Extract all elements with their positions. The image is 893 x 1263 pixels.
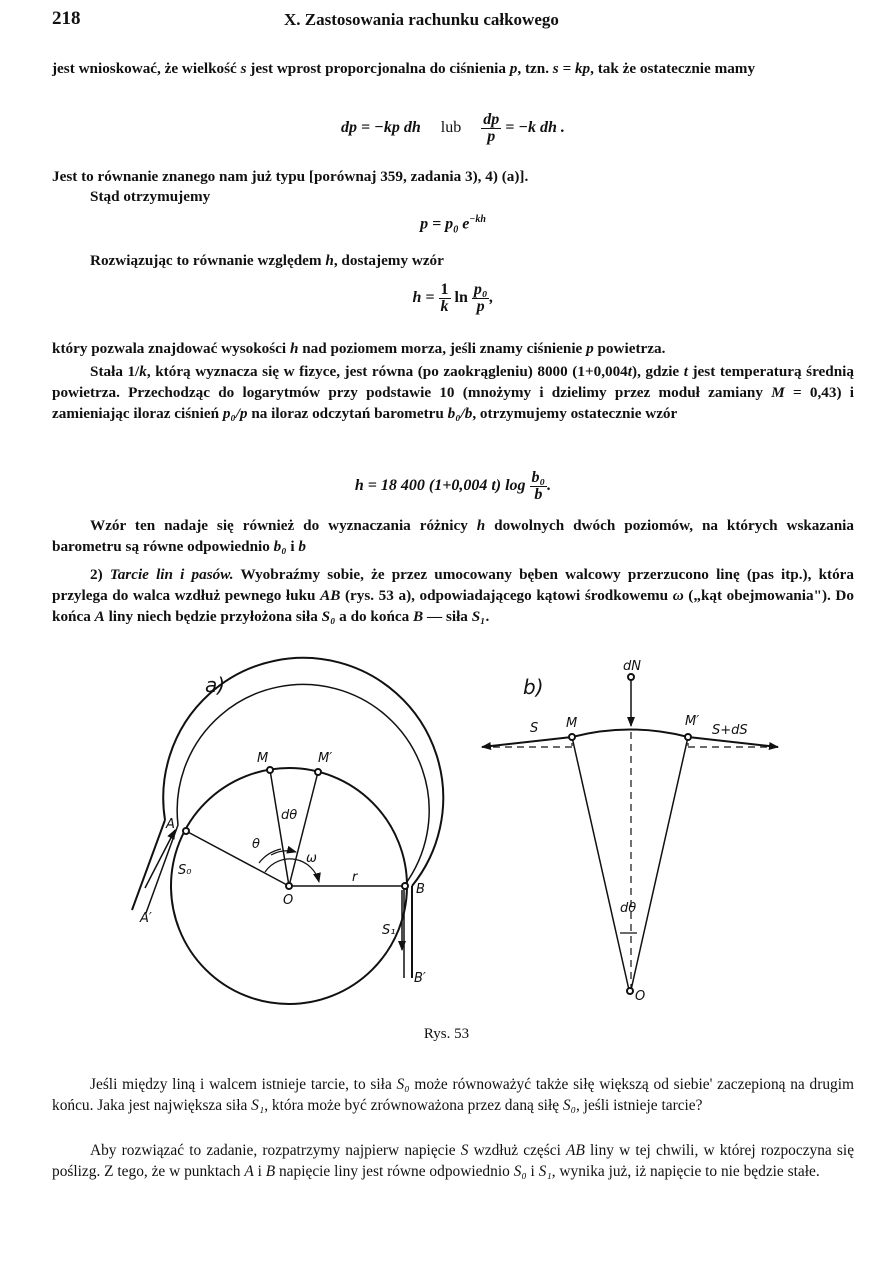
- figure-53: [0, 650, 893, 1020]
- rope-end-a-outer: [132, 820, 165, 910]
- paragraph-3: Stąd otrzymujemy: [90, 188, 211, 205]
- force-s-arrow: [482, 737, 572, 747]
- svg-text:r: r: [352, 870, 358, 885]
- paragraph-4: Rozwiązując to równanie względem h, dostajemy wzór: [90, 252, 444, 269]
- center-o-b: [627, 988, 633, 994]
- svg-text:S₀: S₀: [178, 863, 192, 878]
- force-sds-arrow: [688, 737, 778, 747]
- page-header: [52, 8, 852, 32]
- paragraph-1: jest wnioskować, że wielkość s jest wprost proporcjonalna do ciśnienia p, tzn. s = kp, tak że ostatecznie mamy: [52, 60, 756, 77]
- center-o: [286, 883, 292, 889]
- radius-omp-b: [631, 737, 688, 990]
- svg-text:B′: B′: [414, 971, 426, 986]
- svg-text:dθ: dθ: [281, 808, 298, 823]
- paragraph-6: Stała 1/k, którą wyznacza się w fizyce, jest równa (po zaokrągleniu) 8000 (1+0,004t), gdzie t jest temperaturą średnią powietrza. Przechodząc do logarytmów przy podstawie 10 (mnożymy i dzielimy przez moduł zamiany M = 0,43) i zamieniając iloraz ciśnień p₀/p na iloraz odczytań barometru b₀/b, otrzymujemy ostatecznie wzór: [52, 363, 854, 422]
- rope-element-arc: [572, 730, 688, 738]
- svg-text:S+dS: S+dS: [712, 723, 748, 738]
- radius-om: [270, 770, 289, 886]
- point-m-b: [569, 734, 575, 740]
- svg-text:M: M: [566, 716, 578, 731]
- point-mp: [315, 769, 321, 775]
- rope-inner: [177, 684, 429, 886]
- svg-text:A: A: [166, 817, 175, 832]
- svg-text:S: S: [530, 721, 539, 736]
- point-mp-b: [685, 734, 691, 740]
- panel-b: [482, 674, 778, 994]
- svg-text:O: O: [635, 989, 646, 1004]
- point-a: [183, 828, 189, 834]
- page-number: 218: [52, 8, 81, 29]
- svg-text:θ: θ: [252, 837, 260, 852]
- svg-text:dθ: dθ: [620, 901, 637, 916]
- point-m: [267, 767, 273, 773]
- point-b: [402, 883, 408, 889]
- svg-text:A′: A′: [140, 911, 152, 926]
- radius-oa: [186, 831, 289, 886]
- radius-om-b: [572, 737, 629, 990]
- svg-text:O: O: [283, 893, 294, 908]
- panel-a-label: a): [205, 673, 226, 697]
- svg-text:ω: ω: [306, 851, 317, 866]
- equation-4: h = 18 400 (1+0,004 t) log $\frac{\text{b₀}}{b}$ .: [354, 469, 552, 503]
- paragraph-9: Jeśli między liną i walcem istnieje tarcie, to siła S₀ może równoważyć także siłę większą od siebie' zaczepioną na drugim końcu. Jaka jest największa siła S₁, która może być zrównoważona przez daną siłę S₀, jeśli istnieje tarcie?: [52, 1076, 854, 1114]
- running-title: X. Zastosowania rachunku całkowego: [284, 10, 559, 29]
- equation-2: $p = p_0$ $e^{-kh}$: [420, 214, 486, 236]
- paragraph-5: który pozwala znajdować wysokości h nad poziomem morza, jeśli znamy ciśnienie p powietrza.: [52, 340, 666, 357]
- point-dn: [628, 674, 634, 680]
- paragraph-8: 2) Tarcie lin i pasów. Wyobraźmy sobie, że przez umocowany bęben walcowy przerzucono linę (pas itp.), która przylega do walca wzdłuż pewnego łuku AB (rys. 53 a), odpowiadającego kątowi środkowemu ω („kąt obejmowania"). Do końca A liny niech będzie przyłożona siła S₀ a do końca B — siła S₁.: [52, 566, 855, 625]
- panel-a-labels: [139, 751, 426, 986]
- paragraph-10: Aby rozwiązać to zadanie, rozpatrzymy najpierw napięcie S wzdłuż części AB liny w tej chwili, w której rozpoczyna się poślizg. Z tego, że w punktach A i B napięcie liny jest równe odpowiednio S₀ i S₁, wynika już, iż napięcie to nie będzie stałe.: [52, 1142, 855, 1180]
- radius-omp: [289, 772, 318, 886]
- figure-caption: Rys. 53: [423, 1026, 470, 1042]
- paragraph-7: Wzór ten nadaje się również do wyznaczania różnicy h dowolnych dwóch poziomów, na których wskazania barometru są równe odpowiednio b₀ i b: [52, 517, 854, 555]
- svg-text:M: M: [257, 751, 269, 766]
- paragraph-2: Jest to równanie znanego nam już typu [porównaj 359, zadania 3), 4) (a)].: [52, 168, 529, 185]
- svg-text:M′: M′: [685, 714, 700, 729]
- equation-3: h = $\frac{1}{k}$ ln $\frac{\text{p₀}}{p}$ ,: [412, 281, 494, 315]
- svg-text:M′: M′: [318, 751, 333, 766]
- svg-text:dN: dN: [623, 659, 641, 674]
- panel-a: [132, 658, 443, 1004]
- svg-text:S₁: S₁: [382, 923, 396, 938]
- fraction: $\frac{dp}{p}$: [483, 111, 500, 145]
- svg-text:B: B: [416, 882, 425, 897]
- equation-1: dp = −kp dh lub $\frac{dp}{p}$ = −k dh .: [341, 111, 565, 145]
- panel-b-label: b): [523, 675, 544, 699]
